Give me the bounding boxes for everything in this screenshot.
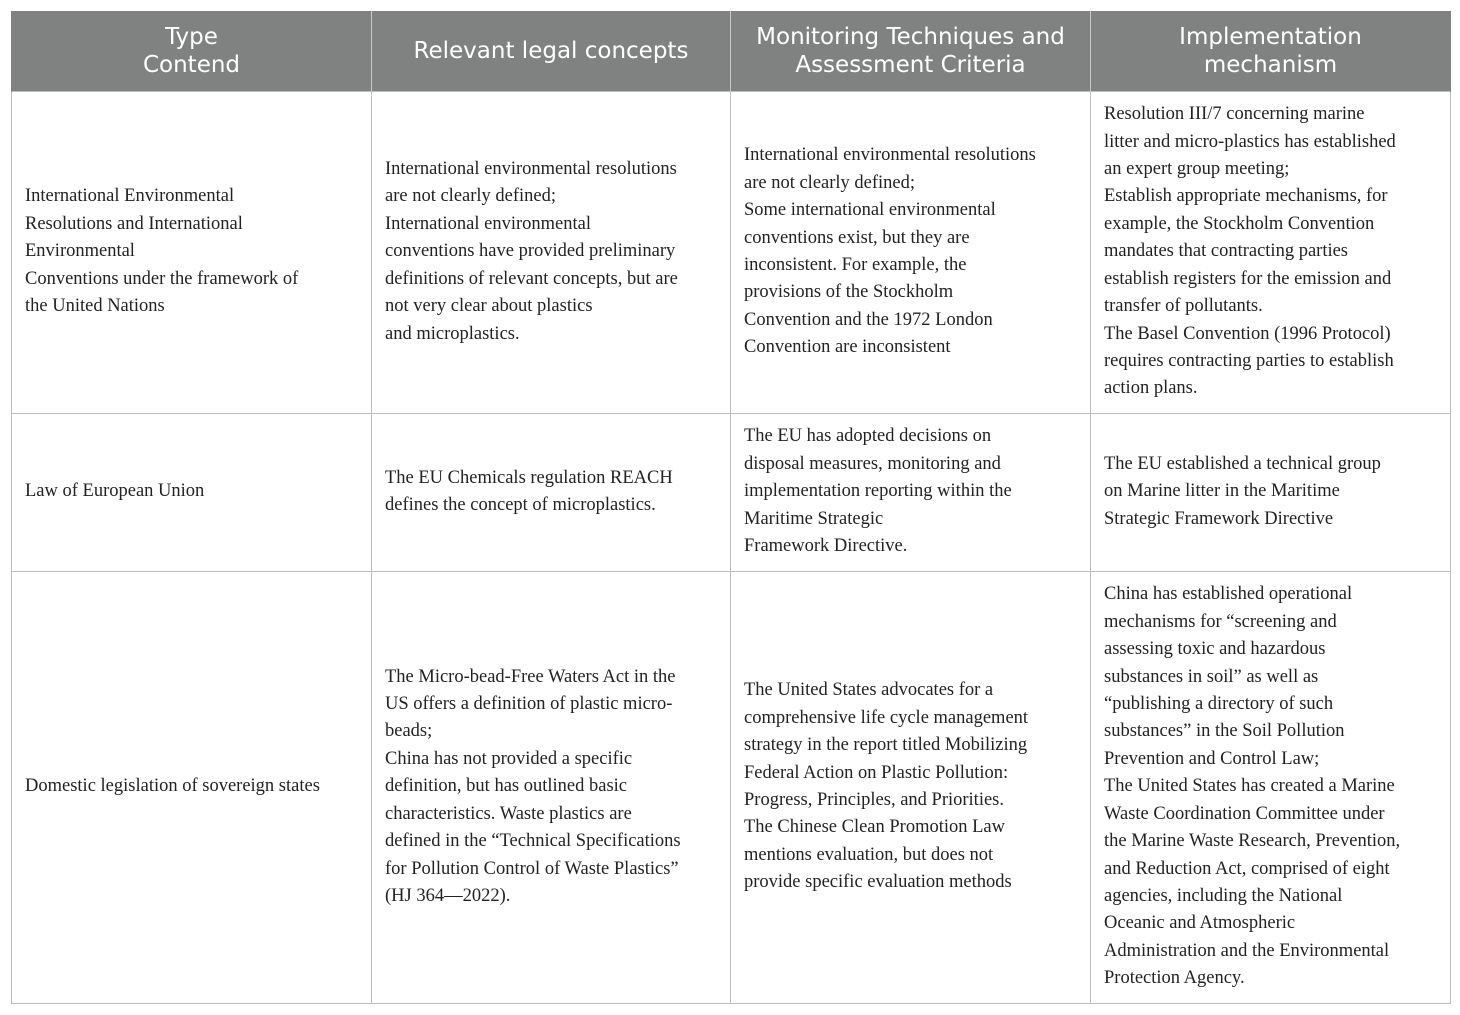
cell-type — [12, 91, 372, 413]
cell-text-line: conventions have provided preliminary — [385, 241, 676, 262]
cell-text-line: comprehensive life cycle management — [744, 707, 1029, 728]
header-monitoring-techniques — [731, 11, 1091, 91]
cell-text-line: The EU has adopted decisions on — [744, 426, 992, 447]
cell-text-line: mentions evaluation, but does not — [744, 844, 994, 865]
cell-text-line: assessing toxic and hazardous — [1104, 639, 1326, 660]
cell-text-line: mechanisms for “screening and — [1104, 611, 1337, 632]
table-row — [12, 91, 1451, 413]
cell-text-line: requires contracting parties to establish — [1104, 350, 1394, 371]
cell-text-line: International environmental resolutions — [385, 159, 677, 180]
cell-text-line: International environmental — [385, 213, 591, 234]
header-row — [12, 11, 1451, 91]
cell-text-line: for Pollution Control of Waste Plastics” — [385, 858, 679, 879]
cell-text-line: definition, but has outlined basic — [385, 776, 627, 797]
cell-text-line: transfer of pollutants. — [1104, 296, 1263, 317]
cell-text-line: The Micro-bead-Free Waters Act in the — [385, 666, 676, 687]
cell-type — [12, 571, 372, 1003]
cell-text-line: provide specific evaluation methods — [744, 872, 1012, 893]
cell-text-line: are not clearly defined; — [385, 186, 557, 207]
cell-text-line: definitions of relevant concepts, but are — [385, 268, 678, 289]
cell-text-line: Resolutions and International — [25, 213, 243, 234]
header-line: Relevant legal concepts — [413, 37, 689, 64]
cell-text-line: International environmental resolutions — [744, 145, 1036, 166]
cell-monitoring — [731, 571, 1091, 1003]
cell-type — [12, 413, 372, 571]
cell-text-line: defines the concept of microplastics. — [385, 495, 656, 515]
cell-text-line: are not clearly defined; — [744, 172, 916, 193]
cell-implementation — [1091, 413, 1451, 571]
cell-text-line: China has established operational — [1104, 584, 1353, 605]
cell-text-line: The Chinese Clean Promotion Law — [744, 817, 1006, 838]
cell-text-line: The EU Chemicals regulation REACH — [385, 467, 673, 488]
header-line: Type — [165, 23, 218, 50]
cell-text-line: Some international environmental — [744, 200, 996, 221]
header-line: Monitoring Techniques and — [756, 23, 1065, 50]
cell-text-line: The EU established a technical group — [1104, 453, 1381, 474]
cell-text-line: strategy in the report titled Mobilizing — [744, 735, 1028, 756]
cell-text-line: Maritime Strategic — [744, 508, 884, 529]
cell-text-line: action plans. — [1104, 378, 1198, 399]
cell-text-line: Environmental — [25, 241, 135, 262]
cell-text-line: “publishing a directory of such — [1104, 694, 1334, 715]
cell-text-line: litter and micro-plastics has established — [1104, 131, 1396, 152]
cell-text-line: US offers a definition of plastic micro- — [385, 694, 673, 715]
cell-text-line: conventions exist, but they are — [744, 227, 970, 248]
cell-text-line: example, the Stockholm Convention — [1104, 213, 1375, 234]
cell-text-line: substances in soil” as well as — [1104, 666, 1319, 687]
cell-text-line: Convention and the 1972 London — [744, 309, 993, 330]
cell-text-line: Protection Agency. — [1104, 968, 1245, 989]
cell-text-line: Establish appropriate mechanisms, for — [1104, 186, 1388, 207]
cell-text-line: on Marine litter in the Maritime — [1104, 481, 1340, 502]
cell-text-line: Prevention and Control Law; — [1104, 748, 1320, 769]
cell-text-line: defined in the “Technical Specifications — [385, 831, 681, 852]
table-row — [12, 571, 1451, 1003]
table-body — [12, 91, 1451, 1003]
cell-text-line: The United States has created a Marine — [1104, 776, 1395, 797]
cell-text-line: agencies, including the National — [1104, 885, 1343, 906]
cell-text-line: Waste Coordination Committee under — [1104, 803, 1385, 824]
header-line: Assessment Criteria — [795, 51, 1026, 78]
cell-text-line: inconsistent. For example, the — [744, 255, 967, 275]
cell-text-line: Administration and the Environmental — [1104, 940, 1390, 961]
cell-legal-concepts — [372, 413, 731, 571]
cell-text-line: Law of European Union — [25, 481, 205, 502]
cell-text-line: Oceanic and Atmospheric — [1104, 913, 1296, 934]
cell-text-line: not very clear about plastics — [385, 296, 593, 317]
cell-implementation — [1091, 571, 1451, 1003]
cell-text-line: establish registers for the emission and — [1104, 268, 1392, 289]
legal-framework-table — [11, 11, 1451, 1004]
cell-text-line: implementation reporting within the — [744, 481, 1012, 502]
cell-text-line: (HJ 364—2022). — [385, 885, 511, 906]
cell-text-line: disposal measures, monitoring and — [744, 453, 1001, 474]
table-row — [12, 413, 1451, 571]
cell-text-line: mandates that contracting parties — [1104, 241, 1349, 262]
header-line: mechanism — [1203, 51, 1338, 78]
cell-text-line: beads; — [385, 721, 433, 742]
cell-text-line: China has not provided a specific — [385, 748, 633, 769]
cell-text-line: Convention are inconsistent — [744, 337, 951, 358]
header-relevant-legal-concepts — [372, 11, 731, 91]
cell-text-line: The United States advocates for a — [744, 680, 994, 701]
cell-text-line: an expert group meeting; — [1104, 159, 1290, 180]
header-line: Implementation — [1179, 23, 1362, 50]
cell-monitoring — [731, 413, 1091, 571]
cell-text-line: the United Nations — [25, 296, 165, 317]
table-header — [12, 11, 1451, 91]
cell-text-line: and Reduction Act, comprised of eight — [1104, 858, 1390, 879]
cell-text-line: characteristics. Waste plastics are — [385, 803, 632, 824]
cell-text-line: The Basel Convention (1996 Protocol) — [1104, 323, 1391, 344]
header-implementation-mechanism — [1091, 11, 1451, 91]
cell-text-line: and microplastics. — [385, 323, 520, 344]
cell-text-line: Strategic Framework Directive — [1104, 508, 1334, 529]
cell-text-line: Conventions under the framework of — [25, 268, 299, 289]
cell-implementation — [1091, 91, 1451, 413]
cell-text-line: Federal Action on Plastic Pollution: — [744, 762, 1009, 783]
cell-text-line: Resolution III/7 concerning marine — [1104, 104, 1365, 125]
cell-text-line: Progress, Principles, and Priorities. — [744, 790, 1005, 810]
header-line: Contend — [142, 51, 241, 78]
cell-legal-concepts — [372, 571, 731, 1003]
header-type-contend — [12, 11, 372, 91]
cell-text-line: International Environmental — [25, 186, 235, 207]
cell-monitoring — [731, 91, 1091, 413]
cell-text-line: the Marine Waste Research, Prevention, — [1104, 831, 1401, 852]
cell-text-line: substances” in the Soil Pollution — [1104, 721, 1345, 742]
cell-text-line: Framework Directive. — [744, 536, 908, 557]
cell-legal-concepts — [372, 91, 731, 413]
cell-text-line: Domestic legislation of sovereign states — [25, 776, 320, 797]
cell-text-line: provisions of the Stockholm — [744, 282, 954, 303]
